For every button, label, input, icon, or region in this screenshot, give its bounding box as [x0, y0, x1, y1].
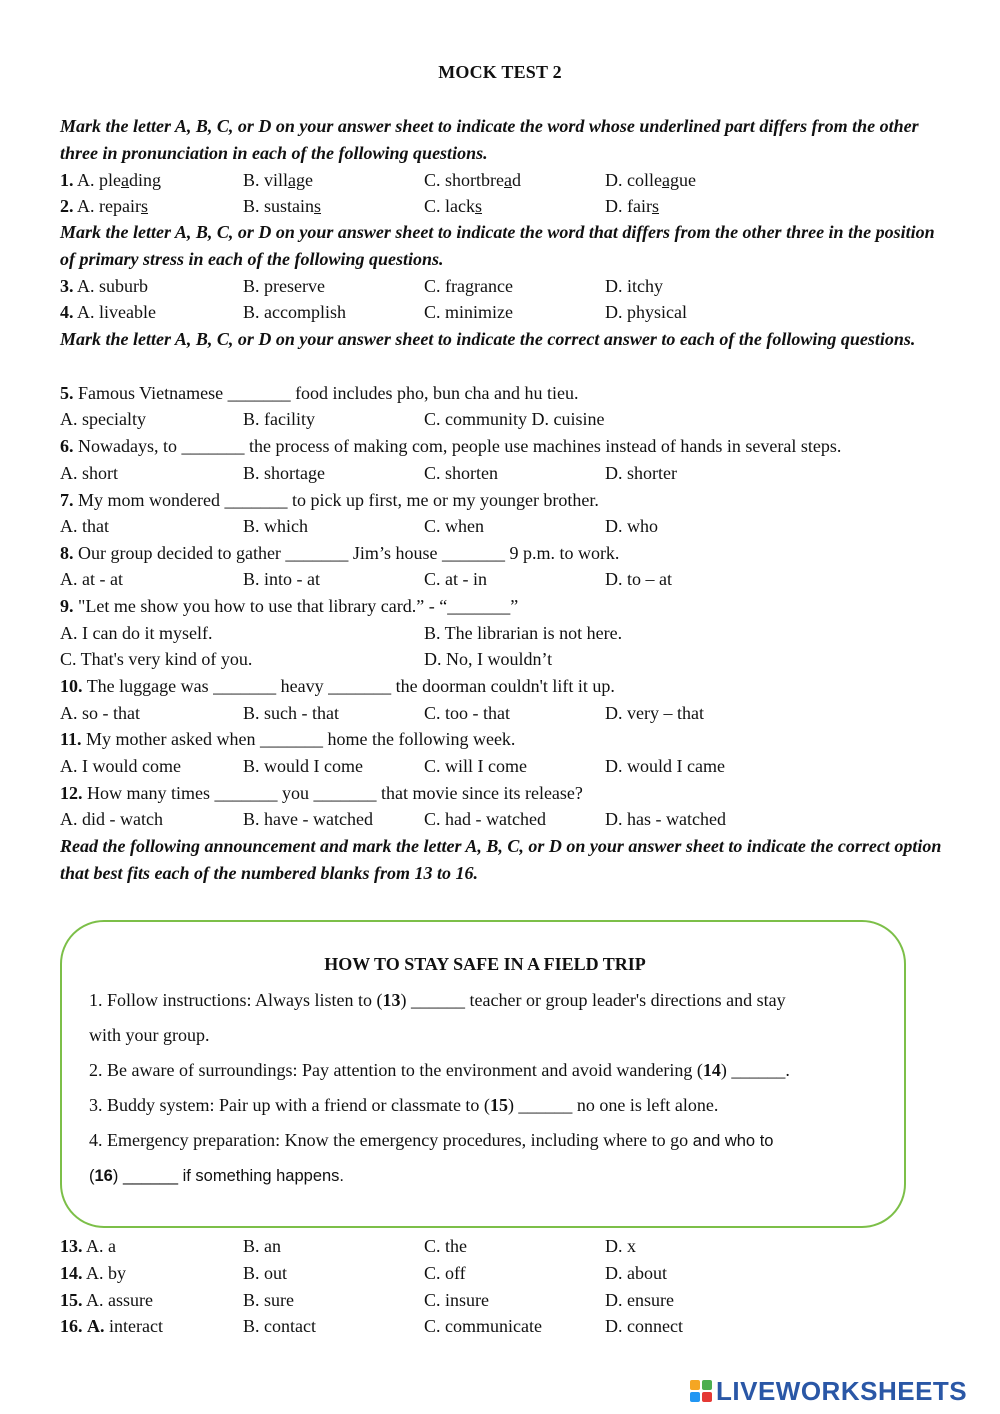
instruction-reading: Read the following announcement and mark the letter A, B, C, or D on your answer sheet to indicate the correct option that best fits each of the numbered blanks from 13 to 16. [60, 836, 942, 883]
instruction-pronunciation: Mark the letter A, B, C, or D on your answer sheet to indicate the word whose underlined part differs from the other three in pronunciation in each of the following questions. [60, 116, 919, 163]
announcement-line-1b: with your group. [89, 1025, 210, 1045]
instruction-stress: Mark the letter A, B, C, or D on your answer sheet to indicate the word that differs from the other three in the position of primary stress in each of the following questions. [60, 222, 935, 269]
announcement-line-2: 2. Be aware of surroundings: Pay attention to the environment and avoid wandering (14) ______. [89, 1060, 790, 1080]
option-c: C. minimize [424, 302, 513, 322]
question-number: 1. [60, 170, 74, 190]
question-9-stem: 9. "Let me show you how to use that library card.” - “_______” [60, 596, 519, 616]
question-7-options: A. that B. which C. when D. who [60, 516, 658, 536]
question-2: 2. A. repairs B. sustains C. lacks D. fairs [60, 193, 960, 219]
liveworksheets-logo-text: LIVEWORKSHEETS [716, 1376, 968, 1406]
question-12-stem: 12. How many times _______ you _______ that movie since its release? [60, 783, 583, 803]
option-b: B. preserve [243, 276, 325, 296]
option-d: D. fairs [605, 196, 659, 216]
question-12-options: A. did - watch B. have - watched C. had - watched D. has - watched [60, 809, 726, 829]
question-10-options: A. so - that B. such - that C. too - that D. very – that [60, 703, 704, 723]
page-title: MOCK TEST 2 [438, 62, 562, 82]
question-1: 1. A. pleading B. village C. shortbread D. colleague [60, 167, 960, 193]
question-16: 16. A. interact B. contact C. communicate D. connect [60, 1316, 683, 1336]
option-b: B. sustains [243, 196, 322, 216]
liveworksheets-logo-icon [690, 1380, 712, 1402]
question-6-stem: 6. Nowadays, to _______ the process of making com, people use machines instead of hands in several steps. [60, 436, 842, 456]
option-c: C. fragrance [424, 276, 513, 296]
announcement-line-5: (16) ______ if something happens. [89, 1167, 345, 1185]
question-9-options-cd: C. That's very kind of you. D. No, I wouldn’t [60, 649, 553, 669]
option-d: D. colleague [605, 170, 696, 190]
option-b: B. village [243, 170, 314, 190]
question-11-stem: 11. My mother asked when _______ home the following week. [60, 729, 516, 749]
question-10-stem: 10. The luggage was _______ heavy _______ the doorman couldn't lift it up. [60, 676, 615, 696]
instruction-correct-answer: Mark the letter A, B, C, or D on your answer sheet to indicate the correct answer to each of the following questions. [60, 329, 916, 349]
option-d: D. itchy [605, 276, 663, 296]
announcement-title: HOW TO STAY SAFE IN A FIELD TRIP [324, 954, 646, 974]
announcement-line-3: 3. Buddy system: Pair up with a friend or classmate to (15) ______ no one is left alone. [89, 1095, 719, 1115]
question-3: 3. A. suburb B. preserve C. fragrance D. itchy [60, 273, 960, 299]
question-9-options-ab: A. I can do it myself. B. The librarian is not here. [60, 623, 623, 643]
question-5-options: A. specialty B. facility C. community D. cuisine [60, 409, 605, 429]
option-b: B. accomplish [243, 302, 346, 322]
question-15: 15. A. assure B. sure C. insure D. ensure [60, 1290, 674, 1310]
option-c: C. lacks [424, 196, 483, 216]
question-8-options: A. at - at B. into - at C. at - in D. to – at [60, 569, 672, 589]
announcement-line-1: 1. Follow instructions: Always listen to (13) ______ teacher or group leader's directions and stay [89, 990, 786, 1010]
question-8-stem: 8. Our group decided to gather _______ Jim’s house _______ 9 p.m. to work. [60, 543, 620, 563]
question-4: 4. A. liveable B. accomplish C. minimize D. physical [60, 299, 960, 325]
question-7-stem: 7. My mom wondered _______ to pick up first, me or my younger brother. [60, 490, 599, 510]
announcement-box [60, 920, 906, 1228]
question-5-stem: 5. Famous Vietnamese _______ food includes pho, bun cha and hu tieu. [60, 383, 579, 403]
option-d: D. physical [605, 302, 687, 322]
question-11-options: A. I would come B. would I come C. will I come D. would I came [60, 756, 725, 776]
option-c: C. shortbread [424, 170, 521, 190]
question-6-options: A. short B. shortage C. shorten D. shorter [60, 463, 677, 483]
question-13: 13. A. a B. an C. the D. x [60, 1236, 636, 1256]
announcement-line-4: 4. Emergency preparation: Know the emergency procedures, including where to go and who to [89, 1130, 774, 1150]
liveworksheets-logo[interactable] [690, 1376, 990, 1406]
question-14: 14. A. by B. out C. off D. about [60, 1263, 667, 1283]
